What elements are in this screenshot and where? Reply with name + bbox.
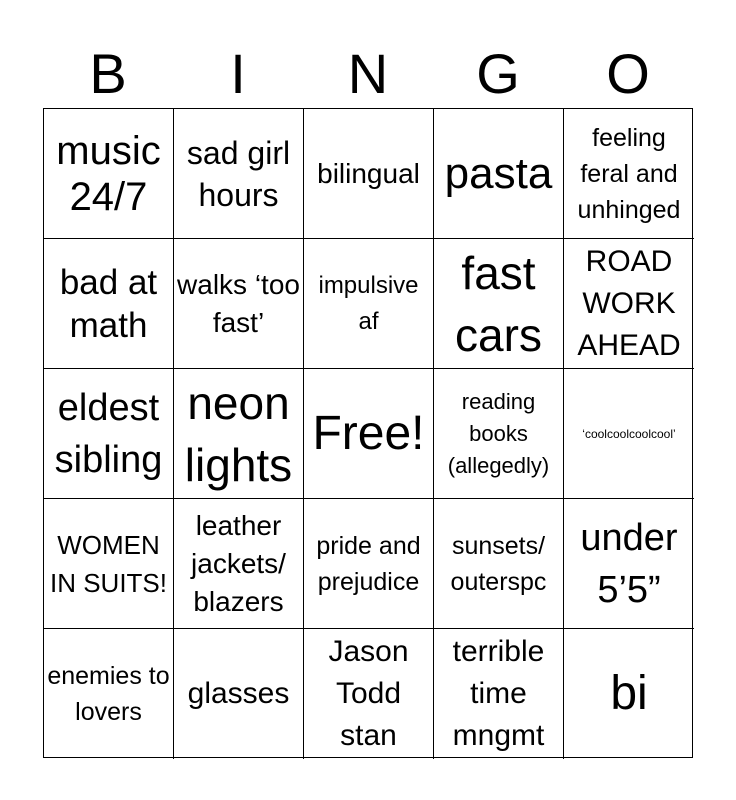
cell-label: leather jackets/ blazers	[191, 509, 286, 617]
bingo-cell[interactable]	[174, 109, 304, 239]
cell-label: fast cars	[455, 246, 542, 361]
cell-label: bilingual	[317, 157, 420, 189]
cell-label: sunsets/ outerspc	[450, 531, 547, 596]
cell-label: bi	[610, 667, 648, 720]
bingo-cell[interactable]	[44, 499, 174, 629]
bingo-cell[interactable]	[564, 239, 694, 369]
bingo-cell[interactable]	[44, 109, 174, 239]
cell-label: reading books (allegedly)	[447, 388, 550, 478]
cell-label: glasses	[187, 677, 290, 710]
header-letter-o: O	[606, 42, 650, 105]
cell-label: music 24/7	[56, 128, 161, 219]
cell-label: ROAD WORK AHEAD	[577, 244, 681, 362]
cell-label: under 5’5”	[580, 516, 678, 611]
cell-label: pasta	[444, 148, 553, 198]
bingo-cell[interactable]	[44, 239, 174, 369]
free-space[interactable]	[304, 369, 434, 499]
bingo-cell[interactable]	[434, 499, 564, 629]
bingo-cell[interactable]	[564, 109, 694, 239]
header-letter-i: I	[230, 42, 246, 105]
bingo-cell[interactable]	[564, 629, 694, 759]
bingo-cell[interactable]	[174, 239, 304, 369]
cell-label: impulsive af	[318, 271, 419, 335]
bingo-cell[interactable]	[44, 629, 174, 759]
cell-label: Jason Todd stan	[328, 635, 409, 752]
cell-label: pride and prejudice	[316, 531, 421, 596]
cell-label: WOMEN IN SUITS!	[49, 529, 167, 598]
bingo-cell[interactable]	[304, 629, 434, 759]
bingo-cell[interactable]	[434, 239, 564, 369]
header-letter-g: G	[476, 42, 520, 105]
bingo-grid	[43, 108, 693, 758]
cell-label: terrible time mngmt	[452, 635, 545, 752]
bingo-cell[interactable]	[434, 369, 564, 499]
bingo-cell[interactable]	[304, 499, 434, 629]
bingo-cell[interactable]	[174, 499, 304, 629]
cell-label: Free!	[312, 406, 425, 460]
cell-label: sad girl hours	[186, 134, 291, 213]
bingo-cell[interactable]	[44, 369, 174, 499]
cell-label: feeling feral and unhinged	[577, 123, 681, 224]
bingo-cell[interactable]	[174, 629, 304, 759]
bingo-cell[interactable]	[564, 369, 694, 499]
bingo-cell[interactable]	[304, 239, 434, 369]
bingo-cell[interactable]	[434, 109, 564, 239]
bingo-cell[interactable]	[304, 109, 434, 239]
cell-label: enemies to lovers	[47, 662, 170, 726]
cell-label: walks ‘too fast’	[177, 268, 300, 338]
cell-label: neon lights	[184, 376, 293, 491]
bingo-cell[interactable]	[564, 499, 694, 629]
bingo-header	[43, 40, 693, 108]
cell-label: eldest sibling	[54, 386, 163, 481]
cell-label: ‘coolcoolcoolcool’	[582, 426, 676, 441]
bingo-cell[interactable]	[434, 629, 564, 759]
bingo-cell[interactable]	[174, 369, 304, 499]
header-letter-n: N	[347, 42, 389, 105]
cell-label: bad at math	[59, 262, 158, 345]
header-letter-b: B	[89, 42, 127, 105]
